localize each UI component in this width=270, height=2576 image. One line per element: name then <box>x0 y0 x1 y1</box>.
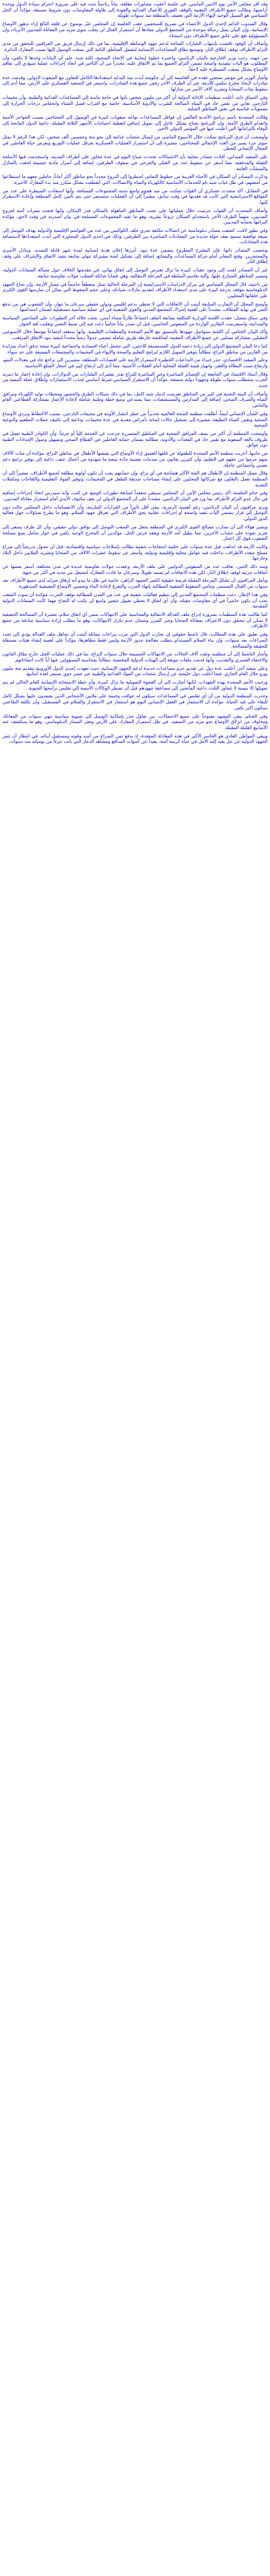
article-paragraph: ويرى مراقبون أن البيان الرئاسي، رغم أهميته الرمزية، يبقى أقل تأثيراً من القرارات الملزمة، وأن الانقسامات داخل المجلس حالت دون التوصل إلى قرار يتضمن آليات تنفيذ واضحة أو إجراءات عقابية بحق الأطراف التي تعرقل جهود السلام، وهو ما يطرح تساؤلات حول فعالية الدور الدولي. <box>2 504 268 522</box>
article-paragraph: وأشار الناشط إلى أن منظمته وثقت آلاف الحالات من الانتهاكات الجسيمة خلال سنوات النزاع، بما في ذلك عمليات القتل خارج نطاق القانون والاختفاء القسري والتعذيب، وأنها قدمت ملفات موثقة إلى الهيئات الدولية المختصة، مطالباً بمحاسبة المسؤولين عنها أياً كانت انتماءاتهم. <box>2 651 268 663</box>
article-paragraph: من ناحيته، قال المحلل السياسي في مركز الدراسات الاستراتيجية إن المرحلة الحالية تمثل منعطفاً حاسماً في مسار الأزمة، وإن نجاح الجهود الدبلوماسية يتوقف بدرجة كبيرة على مدى استعداد الأطراف لتقديم تنازلات متبادلة، وعلى حجم الضغوط التي يمكن أن تمارسها القوى الكبرى على حلفائها المحليين. <box>2 281 268 298</box>
article-paragraph: وفي ختام الجلسة، أكد رئيس مجلس الأمن أن المجلس سيبقى منعقداً لمتابعة تطورات الوضع عن كثب، وأنه سيدرس اتخاذ إجراءات إضافية في حال عدم التزام الأطراف بما ورد في البيان الرئاسي، مشدداً على أن المجتمع الدولي لن يقف مكتوف الأيدي أمام استمرار معاناة المدنيين. <box>2 490 268 502</box>
article-paragraph: وعلى صعيد آخر، أعلنت عدة دول عن تقديم حزم مساعدات جديدة لدعم الجهود الإنسانية، حيث تعهدت إحدى الدول الأوروبية بتقديم مئة مليون يورو خلال العام الجاري، فيما أعلنت دول خليجية عن إرسال شحنات من المواد الغذائية والطبية عبر جسر جوي يستمر لعدة أسابيع. <box>2 665 268 677</box>
article-paragraph: وحذرت المنظمة الدولية من أن أي تقليص في المساعدات سيكون له عواقب وخيمة على ملايين الأشخاص الذين يعتمدون عليها بشكل كامل للبقاء على قيد الحياة، مؤكدة أن الاستثمار في العمل الإنساني اليوم هو استثمار في الاستقرار والسلام في المستقبل، وأن تكلفة التقاعس ستكون أكبر بكثير. <box>2 693 268 710</box>
article-paragraph: وقال المندوب الدائم لإحدى الدول الأعضاء في تصريح للصحفيين عقب الجلسة إن المجلس عبّر بوضوح عن قلقه البالغ إزاء تدهور الأوضاع الإنسانية، وإن البيان يمثل رسالة موحدة من المجتمع الدولي مفادها أن استمرار القتال لن يجلب سوى مزيد من المعاناة للمدنيين الأبرياء، وأن المسؤولية تقع على عاتق جميع الأطراف دون استثناء. <box>2 21 268 38</box>
article-paragraph: ويشير هؤلاء إلى أن تضارب مصالح القوى الكبرى في المنطقة يجعل من الصعب التوصل إلى توافق دولي حقيقي، وأن كل طرف يسعى إلى تعزيز نفوذه على حساب الآخرين، مما يطيل أمد الأزمة ويعقد فرص الحل، مؤكدين أن المخرج الوحيد يكمن في حوار شامل يضع مصلحة الشعوب فوق كل اعتبار. <box>2 524 268 542</box>
article-paragraph: وأضاف أن البنية التحتية في كثير من المناطق تعرضت لدمار شبه كامل، بما في ذلك شبكات الطرق والجسور ومحطات توليد الكهرباء ومرافق المياه والصرف الصحي، إضافة إلى المدارس والمستشفيات، مما يستدعي وضع خطة وطنية شاملة لإعادة الإعمار بمشاركة القطاعين العام والخاص. <box>2 391 268 409</box>
article-paragraph: وعلى الصعيد الاقتصادي، حذر خبراء من التداعيات الخطيرة لاستمرار الأزمة على اقتصادات المنطقة، مشيرين إلى تراجع حاد في معدلات النمو، وارتفاع نسب البطالة والفقر، وانهيار قيمة العملة المحلية أمام العملات الأجنبية، مما أدى إلى ارتفاع كبير في أسعار السلع الأساسية. <box>2 357 268 368</box>
article-paragraph: وفي تطور لافت، كشفت مصادر دبلوماسية عن اتصالات مكثفة تجري خلف الكواليس بين عدد من العواصم الإقليمية والدولية بهدف التوصل إلى صيغة توافقية تسمح بعقد جولة جديدة من المحادثات المباشرة بين الطرفين، وذلك في إحدى الدول المجاورة التي أبدت استعدادها لاستضافة هذه المحادثات. <box>2 227 268 245</box>
article-paragraph: ومنذ ذلك الحين، تعاقب عدد من المبعوثين الدوليين على ملف الأزمة، وعقدت جولات تفاوضية عديدة في مدن مختلفة، أسفر بعضها عن اتفاقات جزئية لوقف إطلاق النار، لكن هذه الاتفاقات لم تصمد طويلاً، وسرعان ما عادت المعارك لتشتعل من جديد في أكثر من جبهة. <box>2 564 268 575</box>
article-paragraph: وفي تعليق على هذه المطالب، قال ناشط حقوقي إن تجارب الدول التي مرت بنزاعات مماثلة أثبتت أن تجاهل ملف العدالة يؤدي إلى تجدد الصراعات بعد سنوات، وإن بناء السلام المستدام يتطلب معالجة جذور الأزمة وليس فقط مظاهرها، مؤكداً على أهمية إنشاء هيئات مستقلة للحقيقة والمصالحة. <box>2 631 268 649</box>
article-paragraph: وأوضح المحلل أن التجارب السابقة أثبتت أن الاتفاقات التي لا تحظى بدعم إقليمي ودولي حقيقي سرعان ما تنهار، وأن الشعوب هي من تدفع الثمن في نهاية المطاف، مشدداً على أهمية إشراك المجتمع المدني والقوى الشعبية في أي عملية سياسية مستقبلية لضمان استدامتها. <box>2 301 268 313</box>
article-paragraph: ويأمل المراقبون أن تشكل المرحلة المقبلة فرصة حقيقية لكسر الجمود الراهن، خاصة في ظل ما يبدو أنه إرهاق متزايد لدى جميع الأطراف بعد سنوات من القتال المستمر، وتنامي الضغوط الشعبية المطالبة بإنهاء الحرب والتفرغ لإعادة البناء وتحسين الأوضاع المعيشية المتدهورة. <box>2 578 268 589</box>
article-paragraph: ورحبت الأمم المتحدة بهذه التعهدات، لكنها أشارت إلى أن الفجوة التمويلية ما تزال كبيرة، وأن خطة الاستجابة الإنسانية للعام الحالي لم يتم تمويلها إلا بنسبة لا تتجاوز الثلث، داعية المانحين إلى مضاعفة جهودهم قبل أن تضطر الوكالات الأممية إلى تقليص برامجها الحيوية. <box>2 679 268 691</box>
article-paragraph: على الصعيد الميداني، أفادت مصادر محلية بأن الاشتباكات تجددت صباح اليوم في عدة محاور على أطراف المدينة، واستخدمت فيها الأسلحة الثقيلة والمدفعية، مما أسفر عن سقوط عدد من القتلى والجرحى في صفوف الطرفين، إضافة إلى أضرار مادية جسيمة لحقت بالمنازل والمنشآت العامة. <box>2 154 268 171</box>
article-paragraph: وفي الختام، يبقى المشهد مفتوحاً على جميع الاحتمالات، بين تفاؤل حذر بإمكانية التوصل إلى تسوية سياسية تنهي سنوات من المعاناة، ومخاوف من انزلاق الأوضاع نحو مزيد من التصعيد، في ظل استمرار المعارك على الأرض وتعثر المسار الدبلوماسي، وهو ما ستكشف عنه الأسابيع القليلة المقبلة. <box>2 713 268 730</box>
article-paragraph: في المقابل، أكد متحدث عسكري أن القوات تمكنت من صد هجوم واسع شنته المجموعات المسلحة، وأنها استعادت السيطرة على عدد من المواقع الاستراتيجية التي كانت قد فقدتها في وقت سابق، مشيراً إلى أن العمليات ستستمر حتى يتم تأمين كامل المنطقة وإعادة الاستقرار إليها. <box>2 188 268 205</box>
article-paragraph: غير أن المصادر لفتت إلى وجود عقبات كبيرة ما تزال تعترض التوصل إلى اتفاق نهائي، في مقدمتها الخلاف حول مسألة الضمانات الدولية، ومصير المناطق المتنازع عليها، وآلية تقاسم السلطة في المرحلة الانتقالية، وهي قضايا شائكة أفشلت جولات تفاوضية سابقة. <box>2 267 268 279</box>
article-paragraph: وقال ممثل المنظمة إن الأطفال هم الفئة الأكثر هشاشة في أي نزاع، وإن حمايتهم يجب أن تكون أولوية مطلقة لجميع الأطراف، مشيراً إلى أن المنظمة تعمل بالتعاون مع شركائها المحليين على إنشاء مساحات صديقة للطفل في المخيمات، وتوفير المواد التعليمية واللقاحات ومكملات التغذية. <box>2 470 268 488</box>
article-paragraph: وقال أستاذ الاقتصاد في الجامعة إن الخسائر المباشرة وغير المباشرة للنزاع تقدر بعشرات المليارات من الدولارات، وإن إعادة إعمار ما دمرته الحرب ستتطلب سنوات طويلة وجهوداً دولية منسقة، مؤكداً أن الاستقرار السياسي شرط أساسي لجذب الاستثمارات وإطلاق عجلة التنمية من جديد. <box>2 371 268 389</box>
article-paragraph: كما دعا البيان المجتمع الدولي إلى زيادة دعمه للدول المستضيفة للاجئين، التي تتحمل أعباء اقتصادية واجتماعية كبيرة نتيجة تدفق أعداد متزايدة من الفارين من مناطق النزاع، مطالباً بتوفير التمويل اللازم لبرامج التعليم والصحة والإيواء في المخيمات والمجتمعات المضيفة على حد سواء. <box>2 343 268 355</box>
article-paragraph: وقد أقر مجلس الأمن يوم الاثنين الماضي، في جلسة أعقبت مشاورات مغلقة، بياناً رئاسياً شدد فيه على ضرورة احترام سيادة الدول ووحدة أراضيها، وطالب جميع الأطراف المعنية بالوقف الفوري للأعمال العدائية والعودة إلى طاولة المفاوضات دون شروط مسبقة، مؤكداً أن الحل السياسي هو السبيل الوحيد لإنهاء الأزمة التي تعصف بالمنطقة منذ سنوات طويلة. <box>2 1 268 19</box>
article-paragraph: وفي سياق متصل، عقدت اللجنة الوزارية المكلفة بمتابعة الملف اجتماعاً طارئاً مساء أمس، بحثت خلاله آخر التطورات على الساحتين السياسية والميدانية، واستعرضت التقارير الواردة من المبعوثين الخاصين، قبل أن تصدر بياناً ختامياً دعت فيه إلى ضبط النفس وتغليب لغة الحوار. <box>2 315 268 326</box>
article-paragraph: ويبقى المواطن العادي هو الخاسر الأكبر في هذه المعادلة المعقدة، إذ يدفع ثمن الصراع من أمنه وقوته ومستقبل أبنائه، في انتظار أن تثمر الجهود الدولية عن حل يعيد إليه الأمل في حياة كريمة آمنة، بعيداً عن أصوات المدافع ومشاهد الدمار التي باتت جزءاً من يومياته منذ سنوات. <box>2 733 268 745</box>
article-paragraph: وأضاف أن الوفود ناقشت بإسهاب الخيارات المتاحة لدعم جهود الوساطة الإقليمية، بما في ذلك إرسال فريق من المراقبين للتحقق من مدى التزام الأطراف بوقف إطلاق النار، وتوسيع نطاق المساعدات الإنسانية لتشمل المناطق النائية التي يصعب الوصول إليها بسبب المعارك الدائرة. <box>2 41 268 52</box>
article-paragraph: وكانت الأزمة قد اندلعت قبل عدة سنوات على خلفية احتجاجات شعبية تطالب بإصلاحات سياسية واقتصادية، قبل أن تتحول تدريجياً إلى صراع مسلح متعدد الأطراف، تداخلت فيه عوامل محلية وإقليمية ودولية، وأسفر عن سقوط عشرات الآلاف من الضحايا وتشريد الملايين داخل البلاد وخارجها. <box>2 543 268 561</box>
article-paragraph: وبحسب المصادر ذاتها، فإن المقترح المطروح يتضمن عدة بنود، أبرزها إعلان هدنة إنسانية لمدة شهر قابلة للتمديد، وتبادل الأسرى والمحتجزين، وفتح المعابر أمام حركة المساعدات والبضائع، إضافة إلى تشكيل لجنة مشتركة تتولى متابعة تنفيذ الاتفاق والإشراف على وقف إطلاق النار. <box>2 247 268 265</box>
article-paragraph: من جهته، رحب وزير الخارجية بالبيان الرئاسي، واعتبره خطوة إيجابية في الاتجاه الصحيح، لكنه شدد على أن البيانات وحدها لا تكفي، وأن المطلوب هو آليات تنفيذية واضحة تضمن التزام الجميع بما تم الاتفاق عليه، محذراً من أن التأخير في اتخاذ إجراءات عملية سيؤدي إلى تفاقم الأوضاع بشكل يصعب السيطرة عليه لاحقاً. <box>2 55 268 72</box>
article-paragraph: وفي الشأن الإنساني أيضاً، أطلقت منظمة الصحة العالمية تحذيراً من خطر انتشار الأوبئة في مخيمات النازحين، بسبب الاكتظاظ وتردي الأوضاع الصحية ونقص المياه النظيفة، مشيرة إلى تسجيل حالات إصابة بأمراض معدية في عدة مخيمات، وداعية إلى تكثيف حملات التطعيم والتوعية الصحية. <box>2 410 268 428</box>
article-paragraph: وفي السياق ذاته، أعلنت منظمات الإغاثة الدولية أن أكثر من مليون شخص باتوا في حاجة ماسة إلى المساعدات الغذائية والطبية، وأن مخيمات النازحين تعاني من نقص حاد في المياه الصالحة للشرب والأدوية الأساسية، خاصة مع اقتراب فصل الشتاء وانخفاض درجات الحرارة إلى مستويات قياسية في بعض المناطق الجبلية. <box>2 94 268 112</box>
article-paragraph: من جانبها، أعربت منظمة الأمم المتحدة للطفولة عن قلقها العميق إزاء الأوضاع التي يعيشها الأطفال في مناطق النزاع، مؤكدة أن مئات الآلاف منهم حرموا من حقهم في التعليم، وأن كثيرين يعانون من صدمات نفسية حادة نتيجة ما شهدوه من أعمال عنف، داعية إلى توفير برامج دعم نفسي واجتماعي عاجلة. <box>2 451 268 468</box>
article-paragraph: وأضاف المتحدث أن القوات حرصت خلال عملياتها على تجنب المناطق المأهولة بالسكان قدر الإمكان، وأنها فتحت ممرات آمنة لخروج المدنيين، متهماً الطرف الآخر باستخدام السكان دروعاً بشرية، وهو ما نفته المجموعات المسلحة في بيان أصدرته في وقت لاحق، مؤكدة التزامها بحماية المدنيين. <box>2 207 268 225</box>
article-paragraph: وأوضحت المنظمة أن أكثر من نصف المرافق الصحية في المناطق المتضررة خرجت عن الخدمة كلياً أو جزئياً، وأن الكوادر الطبية تعمل في ظروف بالغة الصعوبة مع نقص حاد في المعدات والأدوية، مطالبة بضمان حماية العاملين في القطاع الصحي وتسهيل وصول الإمدادات الطبية دون عوائق. <box>2 431 268 448</box>
article-paragraph: وأكد البيان الختامي أن اللجنة ستواصل جهودها بالتنسيق مع الأمم المتحدة والمنظمات الإقليمية، وأنها ستعقد اجتماعاً موسعاً خلال الأسبوعين المقبلين بمشاركة ممثلين عن جميع الأطراف المعنية، لمناقشة خارطة طريق شاملة تتضمن جدولاً زمنياً محدداً لتنفيذ بنود الاتفاق المرتقب. <box>2 329 268 341</box>
article-paragraph: وأشار الوزير في مؤتمر صحفي عقده في العاصمة إلى أن حكومته أبدت منذ البداية استعدادها الكامل للتعاون مع المبعوث الدولي، وقدمت عدة مبادرات لإيجاد مخرج سلمي للأزمة، غير أن الطرف الآخر رفض جميع هذه المبادرات، واستمر في التصعيد العسكري على الأرض، مما أدى إلى سقوط مئات الضحايا وتشريد آلاف الأسر من منازلها. <box>2 74 268 92</box>
article-paragraph: وذكرت المصادر أن السكان في الأحياء القريبة من خطوط التماس اضطروا إلى النزوح مجدداً نحو مناطق أكثر أماناً، حاملين معهم ما استطاعوا من أمتعتهم، في ظل غياب شبه تام للخدمات الأساسية كالكهرباء والمياه والاتصالات، التي انقطعت بشكل متكرر منذ بدء المعارك الأخيرة. <box>2 174 268 185</box>
article-paragraph: وفي هذا الإطار، دعت منظمات المجتمع المدني إلى تنظيم فعاليات شعبية في عدد من المدن للمطالبة بوقف الحرب، مؤكدة أن صوت الشعب يجب أن يكون حاضراً في أي مفاوضات مقبلة، وأن أي اتفاق لا يحظى بقبول شعبي واسع لن يكتب له النجاح مهما كانت الضمانات الدولية المقدمة. <box>2 591 268 609</box>
article-paragraph: كما طالبت هذه المنظمات بضرورة إدراج ملف العدالة الانتقالية والمحاسبة على الانتهاكات ضمن أي اتفاق سلام، معتبرة أن المصالحة الحقيقية لا يمكن أن تتحقق دون الاعتراف بمعاناة الضحايا وجبر الضرر وضمان عدم تكرار الانتهاكات، وهو ما يتطلب إرادة سياسية صادقة من جميع الأطراف. <box>2 611 268 629</box>
article-paragraph: وقالت المتحدثة باسم برنامج الأغذية العالمي إن قوافل المساعدات تواجه صعوبات كبيرة في الوصول إلى المحتاجين بسبب الحواجز الأمنية وانعدام الطرق الآمنة، وإن البرنامج يحتاج بشكل عاجل إلى تمويل إضافي لتغطية احتياجات الأشهر الثلاثة المقبلة، داعية الدول المانحة إلى الوفاء بالتزاماتها التي أعلنت عنها في المؤتمر الدولي الأخير. <box>2 114 268 132</box>
article-paragraph: وأوضحت أن فرق البرنامج تمكنت خلال الأسبوع الماضي من إيصال شحنات غذائية إلى نحو مئة وخمسين ألف شخص، لكن هذا الرقم لا يمثل سوى جزء يسير من العدد الإجمالي للمحتاجين، مشيرة إلى أن استمرار العمليات العسكرية يعرقل عمليات التوزيع ويعرض حياة العاملين في المجال الإنساني للخطر. <box>2 134 268 152</box>
